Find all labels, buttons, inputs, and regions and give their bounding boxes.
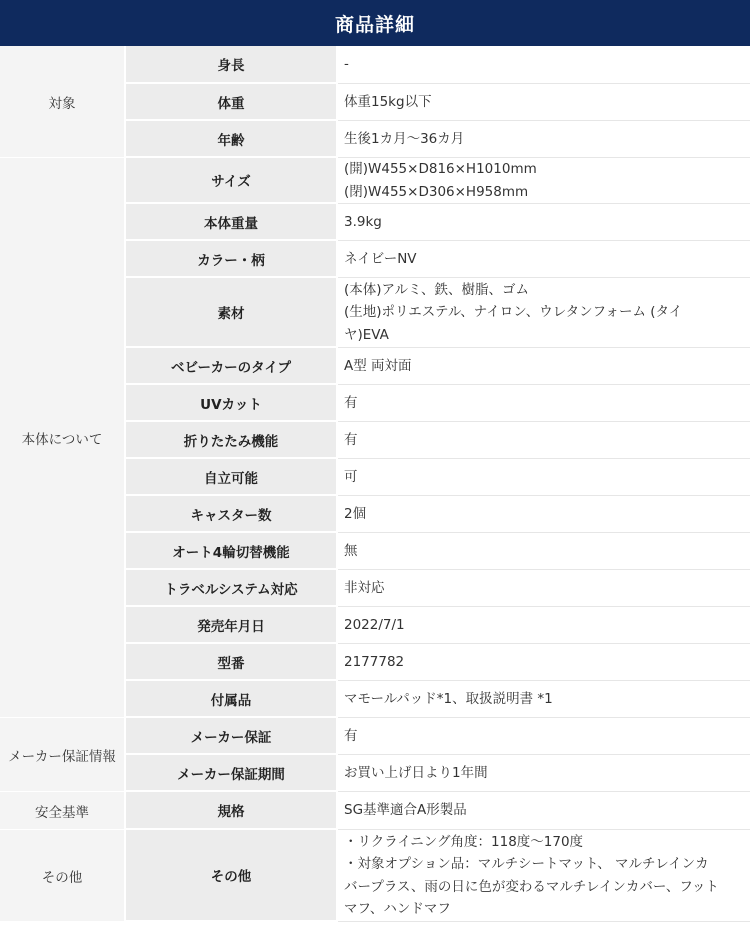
row-label: 自立可能 [126,459,338,496]
row-label: 年齢 [126,121,338,158]
row-value: (開)W455×D816×H1010mm (閉)W455×D306×H958mm [338,158,750,204]
group-label-target: 対象 [0,46,126,158]
row-label: ベビーカーのタイプ [126,348,338,385]
row-label: サイズ [126,158,338,204]
group-label-safety: 安全基準 [0,792,126,830]
row-value: - [338,46,750,84]
group-label-body: 本体について [0,158,126,718]
group-label-other: その他 [0,830,126,922]
row-label: トラベルシステム対応 [126,570,338,607]
row-label: オート4輪切替機能 [126,533,338,570]
row-value: 体重15kg以下 [338,84,750,121]
row-value: 2177782 [338,644,750,681]
page-header [0,0,750,46]
row-value: ・リクライニング角度：118度〜170度 ・対象オプション品：マルチシートマット、 マルチレインカ バープラス、雨の日に色が変わるマルチレインカバー、フット マフ、ハンドマフ [338,830,750,922]
product-spec-table [0,46,750,922]
row-label: UVカット [126,385,338,422]
row-value: SG基準適合A形製品 [338,792,750,830]
row-label: 折りたたみ機能 [126,422,338,459]
row-value: A型 両対面 [338,348,750,385]
row-value: 有 [338,385,750,422]
row-value: ネイビーNV [338,241,750,278]
row-label: 体重 [126,84,338,121]
row-value: 無 [338,533,750,570]
row-value: 生後1カ月〜36カ月 [338,121,750,158]
row-value: お買い上げ日より1年間 [338,755,750,792]
row-value: 非対応 [338,570,750,607]
table-row [0,792,750,830]
row-label: 本体重量 [126,204,338,241]
row-label: 付属品 [126,681,338,718]
row-label: カラー・柄 [126,241,338,278]
row-label: メーカー保証期間 [126,755,338,792]
row-value: 有 [338,422,750,459]
page-title: 商品詳細 [334,13,415,36]
row-label: 素材 [126,278,338,348]
row-label: 規格 [126,792,338,830]
table-row [0,158,750,204]
row-label: メーカー保証 [126,718,338,755]
row-label: 身長 [126,46,338,84]
row-label: 発売年月日 [126,607,338,644]
table-row [0,46,750,84]
table-row [0,830,750,922]
table-row [0,718,750,755]
row-value: 2022/7/1 [338,607,750,644]
row-label: その他 [126,830,338,922]
row-value: 2個 [338,496,750,533]
row-value: 3.9kg [338,204,750,241]
row-label: キャスター数 [126,496,338,533]
row-value: マモールパッド*1、取扱説明書 *1 [338,681,750,718]
row-value: 可 [338,459,750,496]
row-value: (本体)アルミ、鉄、樹脂、ゴム (生地)ポリエステル、ナイロン、ウレタンフォーム (タイ ヤ)EVA [338,278,750,348]
row-value: 有 [338,718,750,755]
group-label-warranty: メーカー保証情報 [0,718,126,792]
row-label: 型番 [126,644,338,681]
